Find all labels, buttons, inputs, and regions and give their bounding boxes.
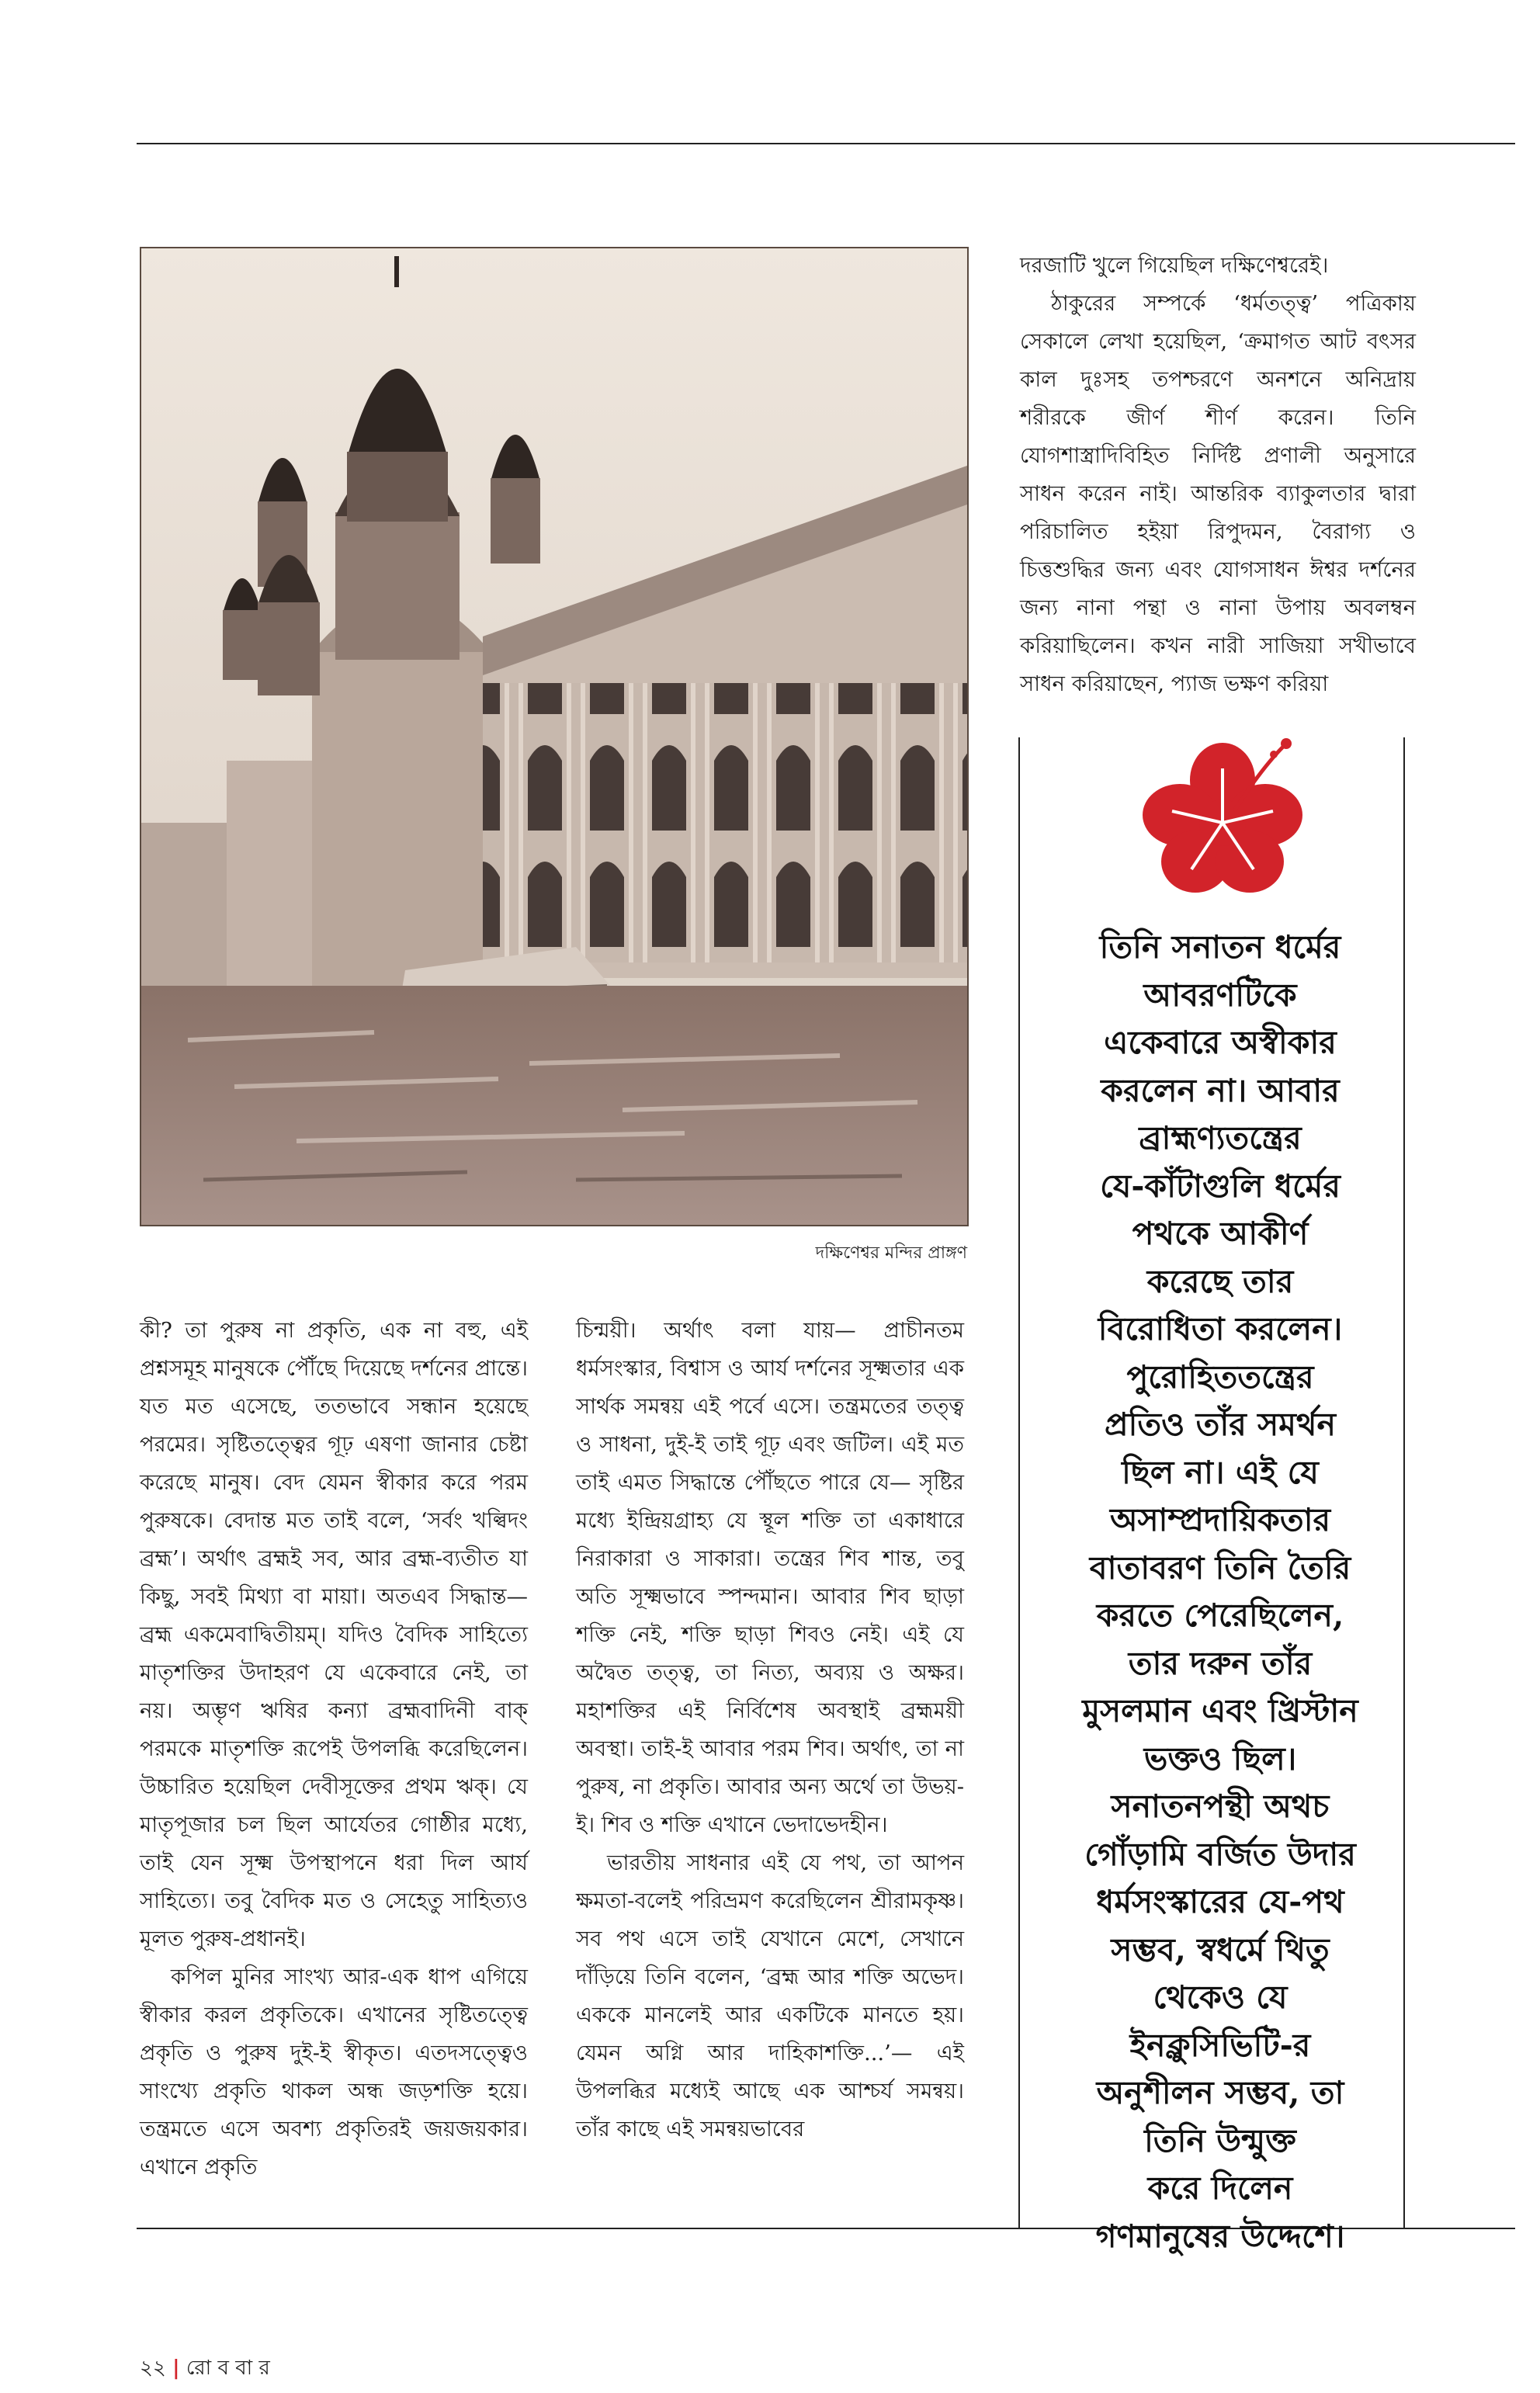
pull-quote-line: তিনি উন্মুক্ত <box>1144 2121 1296 2159</box>
page-number: ২২ <box>140 2357 166 2380</box>
pull-quote <box>1034 924 1406 2260</box>
pull-quote-line: যে-কাঁটাগুলি ধর্মের <box>1100 1167 1341 1205</box>
pull-quote-line: করেছে তার <box>1146 1262 1294 1300</box>
pull-quote-line: ব্রাহ্মণ্যতন্ত্রের <box>1139 1119 1302 1157</box>
pull-quote-line: করে দিলেন <box>1147 2169 1293 2207</box>
pull-quote-line: থেকেও যে <box>1153 1979 1288 2016</box>
pull-quote-line: ইনক্লুসিভিটি-র <box>1129 2026 1311 2064</box>
paragraph: দরজাটি খুলে গিয়েছিল দক্ষিণেশ্বরেই। <box>1020 253 1329 278</box>
photo-caption: দক্ষিণেশ্বর মন্দির প্রাঙ্গণ <box>815 1243 967 1263</box>
pull-quote-line: পথকে আকীর্ণ <box>1132 1215 1309 1252</box>
pull-quote-line: ভক্তও ছিল। <box>1143 1739 1297 1777</box>
pull-quote-line: আবরণটিকে <box>1143 976 1297 1014</box>
pull-quote-line: অসাম্প্রদায়িকতার <box>1109 1501 1331 1538</box>
pullquote-rule-left <box>1018 737 1020 2228</box>
pull-quote-line: গোঁড়ামি বর্জিত উদার <box>1084 1835 1356 1873</box>
page-footer <box>140 2352 270 2386</box>
paragraph: কী? তা পুরুষ না প্রকৃতি, এক না বহু, এই প্রশ্নসমূহ মানুষকে পৌঁছে দিয়েছে দর্শনের প্রান্তে। যত মত এসেছে, ততভাবে সন্ধান হয়েছে পরমের। সৃষ্টিতত্ত্বের গূঢ় এষণা জানার চেষ্টা করেছে মানুষ। বেদ যেমন স্বীকার করে পরম পুরুষকে। বেদান্ত মত তাই বলে, ‘সর্বং খল্বিদং ব্রহ্ম’। অর্থাৎ ব্রহ্মই সব, আর ব্রহ্ম-ব্যতীত যা কিছু, সবই মিথ্যা বা মায়া। অতএব সিদ্ধান্ত— ব্রহ্ম একমেবাদ্বিতীয়ম্। যদিও বৈদিক সাহিত্যে মাতৃশক্তির উদাহরণ যে একেবারে নেই, তা নয়। অম্ভৃণ ঋষির কন্যা ব্রহ্মবাদিনী বাক্ পরমকে মাতৃশক্তি রূপেই উপলব্ধি করেছিলেন। উচ্চারিত হয়েছিল দেবীসূক্তের প্রথম ঋক্। যে মাতৃপূজার চল ছিল আর্যেতর গোষ্ঠীর মধ্যে, তাই যেন সূক্ষ্ম উপস্থাপনে ধরা দিল আর্য সাহিত্যে। তবু বৈদিক মত ও সেহেতু সাহিত্যও মূলত পুরুষ-প্রধানই। <box>140 1318 528 1951</box>
pull-quote-line: তার দরুন তাঁর <box>1128 1644 1313 1682</box>
pull-quote-line: করলেন না। আবার <box>1101 1071 1340 1109</box>
pull-quote-line: অনুশীলন সম্ভব, তা <box>1096 2074 1344 2111</box>
paragraph: চিন্ময়ী। অর্থাৎ বলা যায়— প্রাচীনতম ধর্মসংস্কার, বিশ্বাস ও আর্য দর্শনের সূক্ষ্মতার এক সার্থক সমন্বয় এই পর্বে এসে। তন্ত্রমতের তত্ত্ব ও সাধনা, দুই-ই তাই গূঢ় এবং জটিল। এই মত তাই এমত সিদ্ধান্তে পৌঁছতে পারে যে— সৃষ্টির মধ্যে ইন্দ্রিয়গ্রাহ্য যে স্থূল শক্তি তা একাধারে নিরাকারা ও সাকারা। তন্ত্রের শিব শান্ত, তবু অতি সূক্ষ্মভাবে স্পন্দমান। আবার শিব ছাড়া শক্তি নেই, শক্তি ছাড়া শিবও নেই। এই যে অদ্বৈত তত্ত্ব, তা নিত্য, অব্যয় ও অক্ষর। মহাশক্তির এই নির্বিশেষ অবস্থাই ব্রহ্মময়ী অবস্থা। তাই-ই আবার পরম শিব। অর্থাৎ, তা না পুরুষ, না প্রকৃতি। আবার অন্য অর্থে তা উভয়-ই। শিব ও শক্তি এখানে ভেদাভেদহীন। <box>576 1318 964 1837</box>
pull-quote-line: গণমানুষের উদ্দেশে। <box>1095 2217 1345 2255</box>
footer-separator: | <box>172 2357 180 2380</box>
top-rule <box>137 143 1515 144</box>
pull-quote-line: সনাতনপন্থী অথচ <box>1111 1788 1330 1825</box>
paragraph: কপিল মুনির সাংখ্য আর-এক ধাপ এগিয়ে স্বীকার করল প্রকৃতিকে। এখানের সৃষ্টিতত্ত্বে প্রকৃতি ও পুরুষ দুই-ই স্বীকৃত। এতদসত্ত্বেও সাংখ্যে প্রকৃতি থাকল অন্ধ জড়শক্তি হয়ে। তন্ত্রমতে এসে অবশ্য প্রকৃতিরই জয়জয়কার। এখানে প্রকৃতি <box>140 1965 528 2180</box>
pull-quote-line: একেবারে অস্বীকার <box>1104 1024 1337 1061</box>
pull-quote-line: ধর্মসংস্কারের যে-পথ <box>1096 1883 1344 1920</box>
pull-quote-line: প্রতিও তাঁর সমর্থন <box>1105 1406 1336 1443</box>
body-column-middle <box>576 1312 964 2148</box>
pull-quote-line: পুরোহিততন্ত্রের <box>1126 1358 1314 1396</box>
pull-quote-line: বাতাবরণ তিনি তৈরি <box>1089 1549 1351 1587</box>
pull-quote-line: মুসলমান এবং খ্রিস্টান <box>1082 1692 1358 1729</box>
paragraph: ঠাকুরের সম্পর্কে ‘ধর্মতত্ত্ব’ পত্রিকায় সেকালে লেখা হয়েছিল, ‘ক্রমাগত আট বৎসর কাল দুঃসহ তপশ্চরণে অনশনে অনিদ্রায় শরীরকে জীর্ণ শীর্ণ করেন। তিনি যোগশাস্ত্রাদিবিহিত নির্দিষ্ট প্রণালী অনুসারে সাধন করেন নাই। আন্তরিক ব্যাকুলতার দ্বারা পরিচালিত হইয়া রিপুদমন, বৈরাগ্য ও চিত্তশুদ্ধির জন্য এবং যোগসাধন ঈশ্বর দর্শনের জন্য নানা পন্থা ও নানা উপায় অবলম্বন করিয়াছিলেন। কখন নারী সাজিয়া সখীভাবে সাধন করিয়াছেন, প্যাজ ভক্ষণ করিয়া <box>1020 291 1416 696</box>
pull-quote-line: বিরোধিতা করলেন। <box>1098 1310 1343 1347</box>
pull-quote-line: ছিল না। এই যে <box>1122 1453 1319 1491</box>
magazine-name: রো ব বা র <box>186 2357 270 2380</box>
body-column-left <box>140 1312 528 2187</box>
temple-photo <box>140 247 969 1226</box>
hibiscus-icon <box>1137 737 1308 900</box>
pull-quote-line: সম্ভব, স্বধর্মে থিতু <box>1111 1930 1330 1968</box>
paragraph: ভারতীয় সাধনার এই যে পথ, তা আপন ক্ষমতা-বলেই পরিভ্রমণ করেছিলেন শ্রীরামকৃষ্ণ। সব পথ এসে তাই যেখানে মেশে, সেখানে দাঁড়িয়ে তিনি বলেন, ‘ব্রহ্ম আর শক্তি অভেদ। এককে মানলেই আর একটিকে মানতে হয়। যেমন অগ্নি আর দাহিকাশক্তি...’— এই উপলব্ধির মধ্যেই আছে এক আশ্চর্য সমন্বয়। তাঁর কাছে এই সমন্বয়ভাবের <box>576 1850 964 2142</box>
pull-quote-line: করতে পেরেছিলেন, <box>1096 1597 1344 1634</box>
pull-quote-line: তিনি সনাতন ধর্মের <box>1099 928 1341 966</box>
right-top-column <box>1020 247 1416 703</box>
